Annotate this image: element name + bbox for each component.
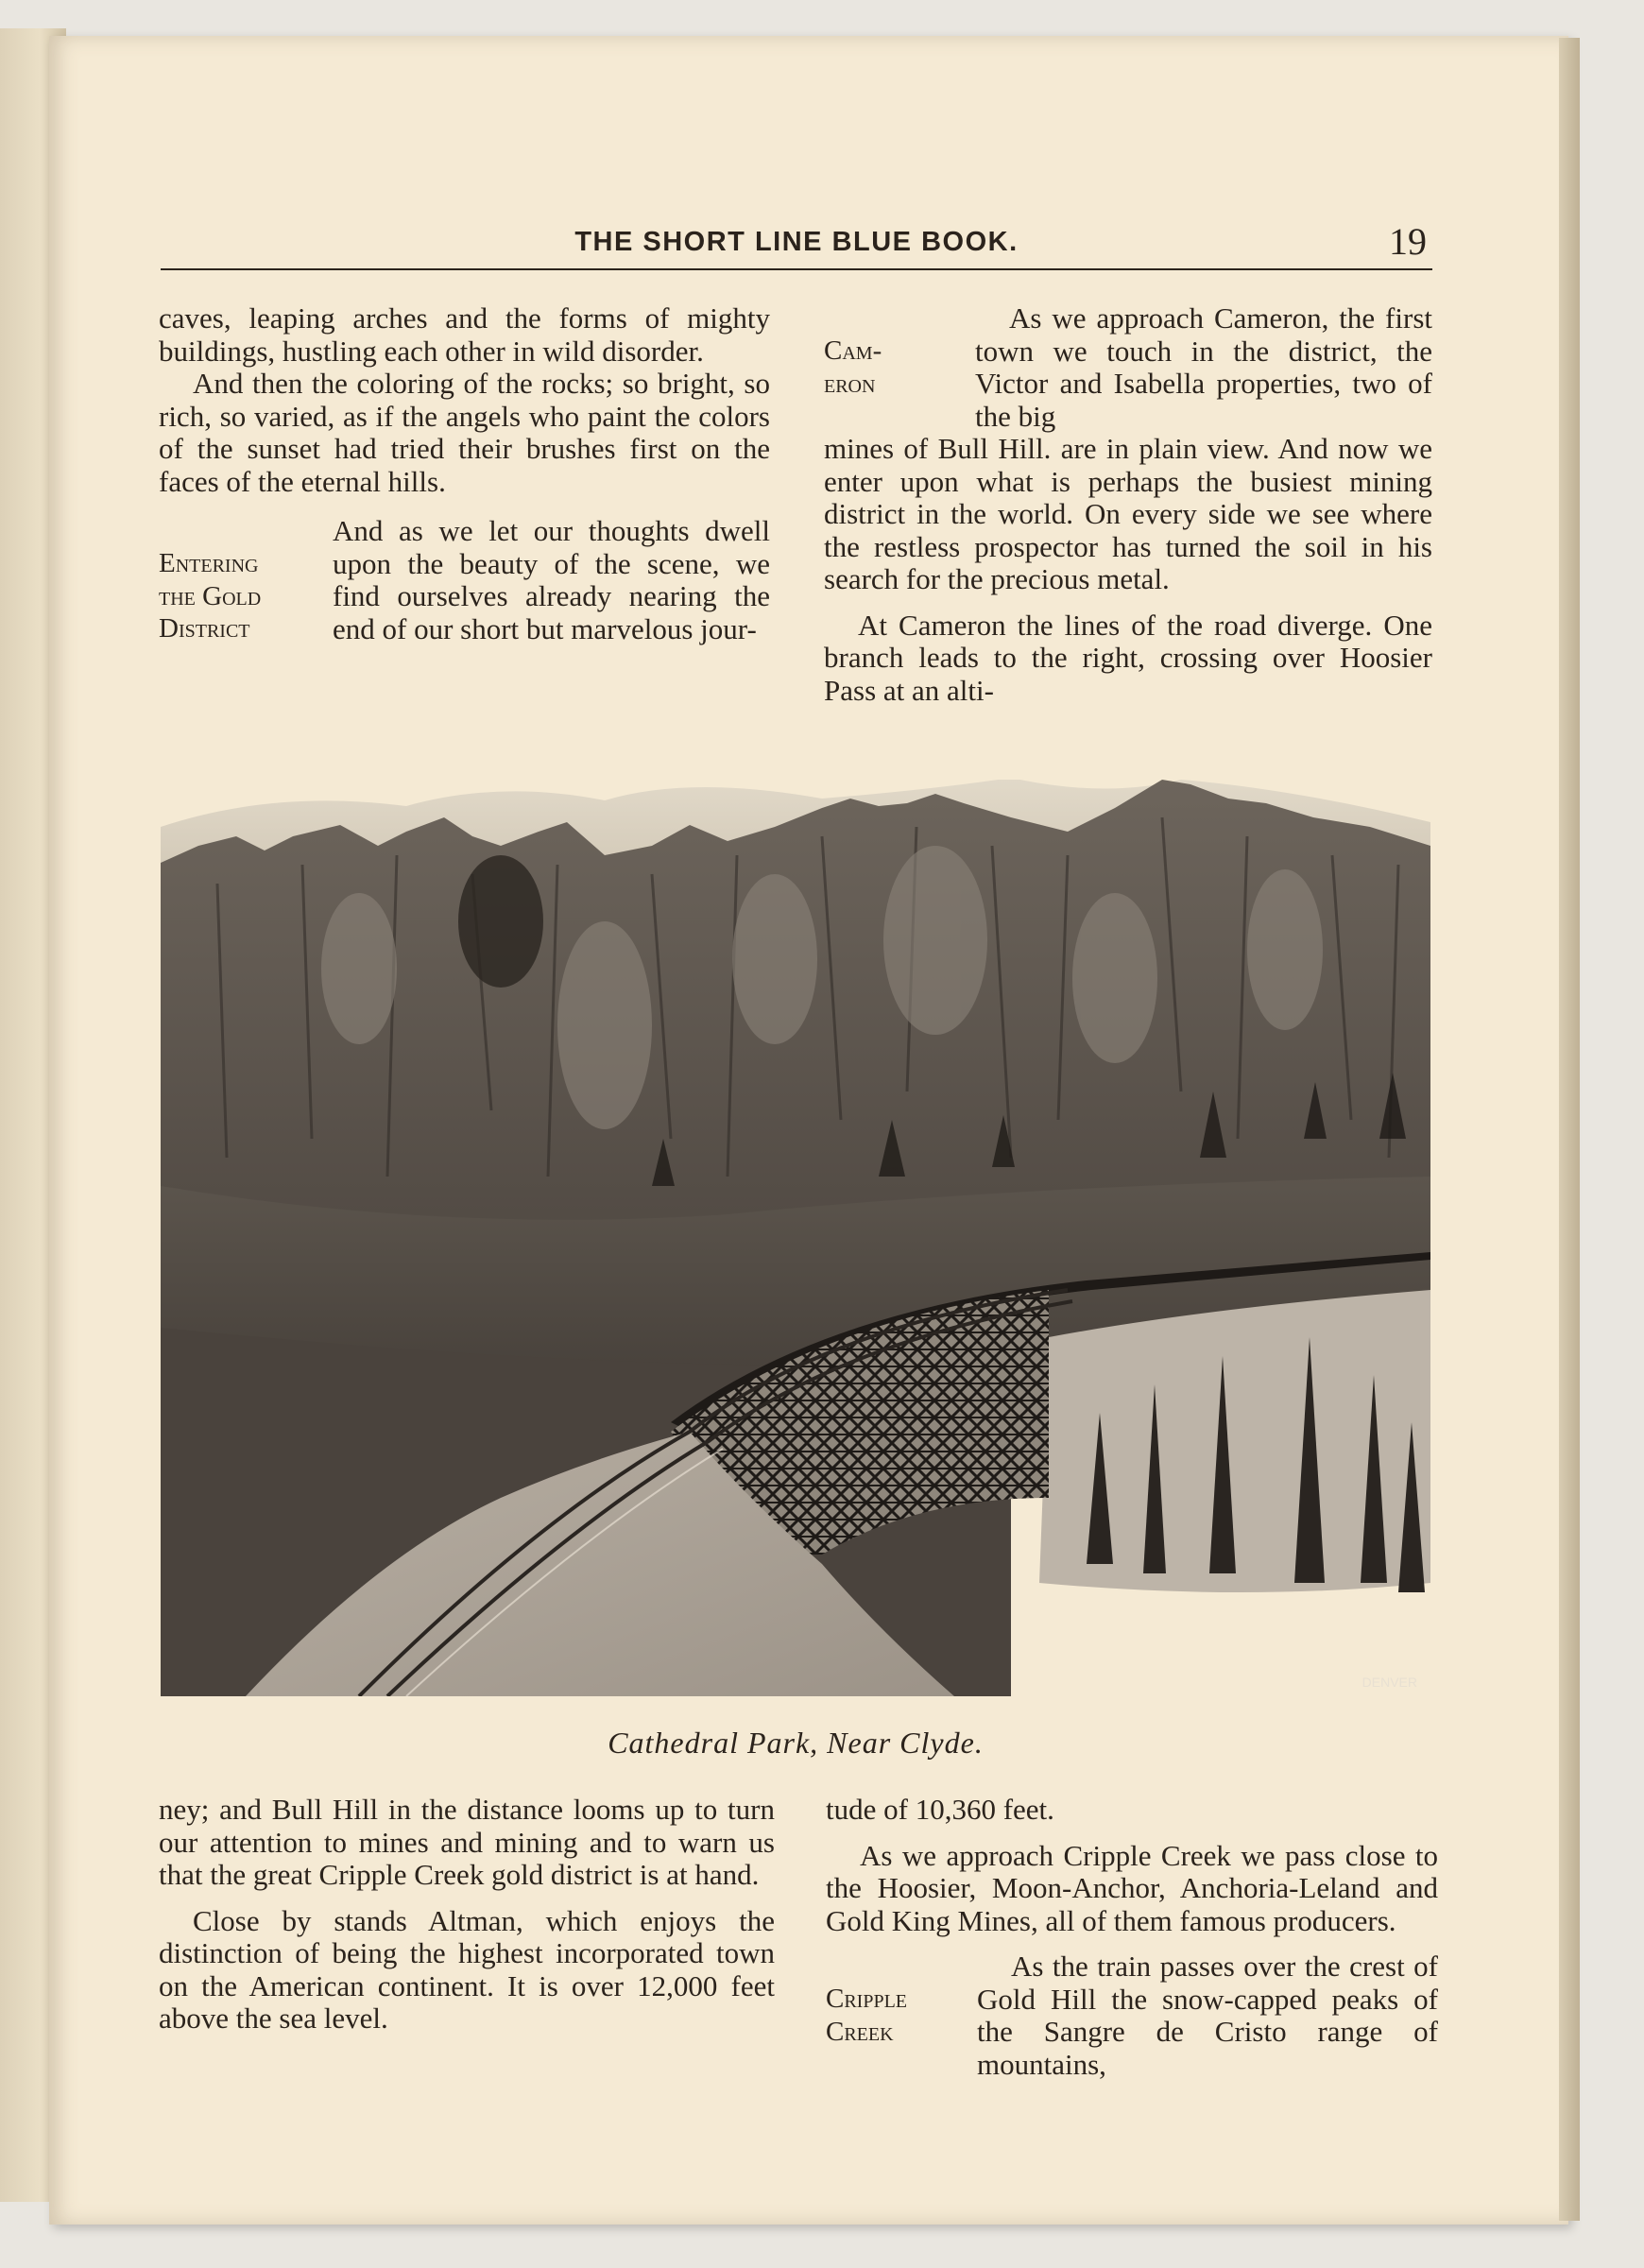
page-stack-edge — [1559, 38, 1580, 2221]
photo-caption: Cathedral Park, Near Clyde. — [608, 1726, 984, 1760]
running-title: THE SHORT LINE BLUE BOOK. — [574, 227, 1019, 257]
paragraph: caves, leaping arches and the forms of mighty buildings, hustling each other in wild disorder. — [159, 301, 770, 368]
running-head — [161, 220, 1432, 270]
sidenote-entering-gold-district: Entering the Gold District — [159, 548, 262, 644]
paragraph: As the train passes over the crest of Gold Hill the snow-capped peaks of the Sangre de Cristo range of mountains, — [977, 1950, 1438, 2081]
sidenote-cameron: Cam- eron — [824, 335, 882, 399]
sidenote-block — [826, 1950, 1438, 2081]
paragraph: And as we let our thoughts dwell upon the beauty of the scene, we find ourselves already nearing the end of our short but marvelous jour- — [333, 514, 770, 645]
sidenote-block — [159, 515, 770, 645]
paragraph: ney; and Bull Hill in the distance looms up to turn our attention to mines and mining and to warn us that the great Cripple Creek gold district is at hand. — [159, 1793, 775, 1891]
column-top-right — [824, 302, 1432, 707]
paragraph: At Cameron the lines of the road diverge. One branch leads to the right, crossing over Hoosier Pass at an alti- — [824, 608, 1432, 707]
page-number: 19 — [1389, 220, 1427, 263]
paragraph: mines of Bull Hill. are in plain view. And now we enter upon what is perhaps the busiest mining district in the world. On every side we see where the restless prospector has turned the soil in his search for the precious metal. — [824, 432, 1432, 595]
sidenote-cripple-creek: Cripple Creek — [826, 1984, 908, 2047]
paragraph: As we approach Cripple Creek we pass close to the Hoosier, Moon-Anchor, Anchoria-Leland and Gold King Mines, all of them famous producers. — [826, 1838, 1438, 1937]
cathedral-park-photograph — [161, 780, 1430, 1696]
sidenote-block — [824, 302, 1432, 433]
column-bottom-left — [159, 1794, 775, 2036]
paragraph: As we approach Cameron, the first town we touch in the district, the Victor and Isabella properties, two of the big — [975, 301, 1432, 433]
paragraph: And then the coloring of the rocks; so bright, so rich, so varied, as if the angels who paint the colors of the sunset had tried their brushes first on the faces of the eternal hills. — [159, 367, 770, 498]
photo-credit: DENVER — [1361, 1675, 1417, 1690]
paragraph: tude of 10,360 feet. — [826, 1793, 1054, 1826]
column-bottom-right — [826, 1794, 1438, 2081]
column-top-left — [159, 302, 770, 645]
paragraph: Close by stands Altman, which enjoys the distinction of being the highest incorporated town on the American continent. It is over 12,000 feet above the sea level. — [159, 1903, 775, 2035]
